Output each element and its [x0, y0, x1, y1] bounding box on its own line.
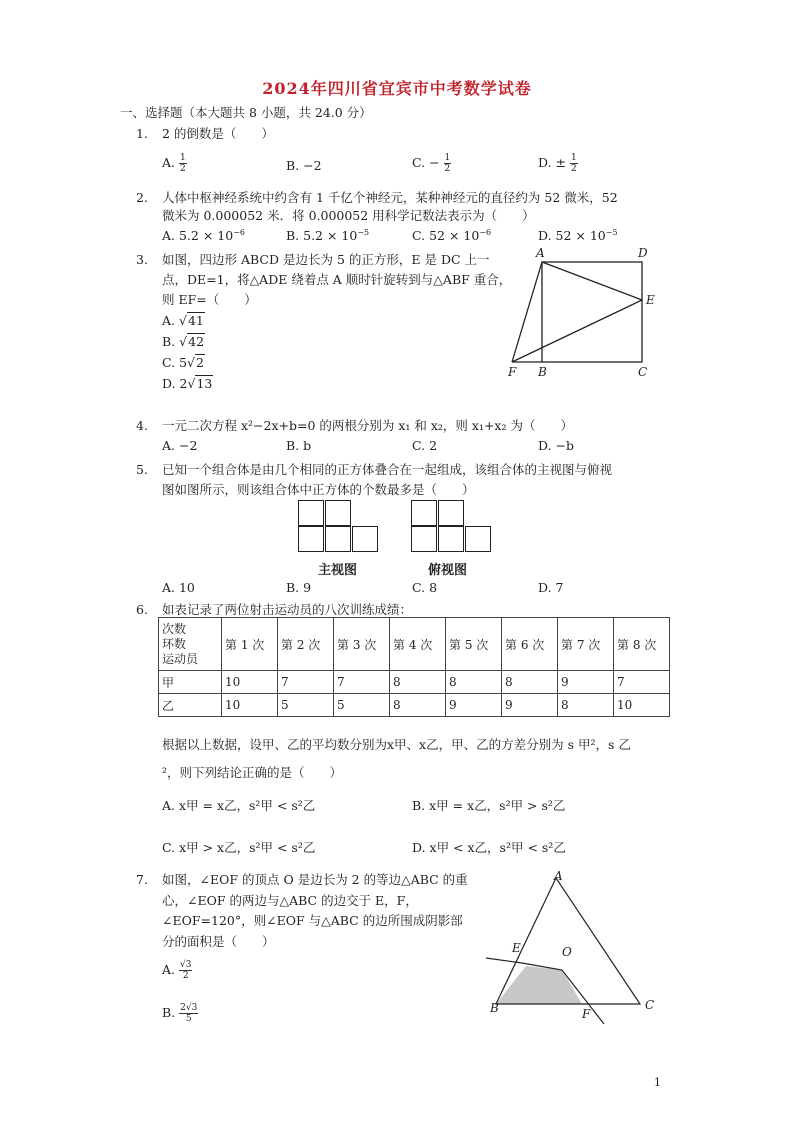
q6-followup-line2: ²，则下列结论正确的是（ ） [162, 765, 343, 780]
q5-stem-line1: 已知一个组合体是由几个相同的正方体叠合在一起组成，该组合体的主视图与俯视 [162, 462, 613, 477]
q7-stem-line2: 心，∠EOF 的两边与△ABC 的边交于 E，F， [162, 893, 418, 908]
table-cell: 8 [502, 671, 558, 694]
q7-label-a: A [554, 869, 563, 883]
q6-intro: 如表记录了两位射击运动员的八次训练成绩： [162, 602, 413, 617]
q5-option-d[interactable]: D. 7 [538, 580, 564, 595]
q3-label-d: D [638, 246, 648, 260]
table-cell: 8 [446, 671, 502, 694]
front-view-label: 主视图 [318, 563, 358, 578]
table-row [159, 671, 670, 694]
q3-label-c: C [638, 365, 648, 379]
q1-number: 1. [136, 126, 148, 141]
top-view-cell [438, 500, 464, 526]
fraction: $\frac{1}{2}$ [570, 153, 577, 174]
table-header-cell: 第 4 次 [390, 618, 446, 671]
q3-stem-line2: 点，DE=1，将△ADE 绕着点 A 顺时针旋转到与△ABF 重合， [162, 272, 512, 287]
page-number: 1 [654, 1076, 661, 1089]
q7-label-o: O [562, 945, 572, 959]
table-cell: 5 [278, 694, 334, 717]
q3-label-e: E [646, 293, 655, 307]
table-cell: 乙 [159, 694, 222, 717]
page-title: 2024年四川省宜宾市中考数学试卷 [262, 79, 532, 98]
q2-option-b[interactable]: B. $5.2 \times 10^{-5}$ [286, 228, 370, 244]
q2-option-d[interactable]: D. $52 \times 10^{-5}$ [538, 228, 618, 244]
table-cell: 9 [502, 694, 558, 717]
table-cell: 10 [222, 671, 278, 694]
q7-option-b[interactable]: B. $\frac{2√3}{5}$ [162, 1003, 198, 1024]
q3-option-c[interactable]: C. 5√2 [162, 355, 204, 370]
front-view-cell [352, 526, 378, 552]
q4-stem: 一元二次方程 x²−2x+b=0 的两根分别为 x₁ 和 x₂，则 x₁+x₂ 为（ ） [162, 418, 573, 433]
q7-stem-line3: ∠EOF=120°，则∠EOF 与△ABC 的边所围成阴影部 [162, 913, 463, 928]
q7-label-c: C [645, 998, 655, 1012]
q6-followup-line1: 根据以上数据，设甲、乙的平均数分别为x甲、x乙，甲、乙的方差分别为 s 甲²，s 乙 [162, 737, 631, 752]
q2-option-a[interactable]: A. $5.2 \times 10^{-6}$ [162, 228, 245, 244]
top-view-cell [465, 526, 491, 552]
q4-option-c[interactable]: C. 2 [412, 438, 438, 453]
table-cell: 7 [614, 671, 670, 694]
q2-number: 2. [136, 190, 148, 205]
q7-label-f: F [582, 1007, 591, 1021]
table-cell: 9 [446, 694, 502, 717]
table-cell: 甲 [159, 671, 222, 694]
q7-stem-line1: 如图，∠EOF 的顶点 O 是边长为 2 的等边△ABC 的重 [162, 872, 468, 887]
table-cell: 8 [390, 694, 446, 717]
q2-option-c[interactable]: C. $52 \times 10^{-6}$ [412, 228, 492, 244]
q1-option-c[interactable]: C. − $\frac{1}{2}$ [412, 153, 451, 174]
q3-stem-line3: 则 EF=（ ） [162, 292, 257, 307]
q4-option-d[interactable]: D. −b [538, 438, 574, 453]
q5-option-c[interactable]: C. 8 [412, 580, 438, 595]
table-cell: 10 [614, 694, 670, 717]
top-view-cell [411, 526, 437, 552]
q3-option-d[interactable]: D. 2√13 [162, 376, 213, 391]
q1-option-d[interactable]: D. ± $\frac{1}{2}$ [538, 153, 577, 174]
q7-stem-line4: 分的面积是（ ） [162, 934, 275, 949]
q6-option-c[interactable]: C. x甲 > x乙，s²甲 < s²乙 [162, 840, 316, 855]
table-header-cell: 第 2 次 [278, 618, 334, 671]
table-row [159, 694, 670, 717]
q3-label-a: A [536, 246, 545, 260]
q1-option-a[interactable]: A. $\frac{1}{2}$ [162, 153, 186, 174]
table-cell: 10 [222, 694, 278, 717]
q5-option-b[interactable]: B. 9 [286, 580, 312, 595]
section-heading: 一、选择题（本大题共 8 小题，共 24.0 分） [120, 105, 372, 120]
q5-option-a[interactable]: A. 10 [162, 580, 195, 595]
q6-option-b[interactable]: B. x甲 = x乙，s²甲 > s²乙 [412, 798, 566, 813]
table-header-row [159, 618, 670, 671]
q6-option-a[interactable]: A. x甲 = x乙，s²甲 < s²乙 [162, 798, 316, 813]
score-table [158, 617, 670, 717]
q5-number: 5. [136, 462, 148, 477]
q5-stem-line2: 图如图所示，则该组合体中正方体的个数最多是（ ） [162, 482, 475, 497]
q2-stem-line2: 微米为 0.000052 米．将 0.000052 用科学记数法表示为（ ） [162, 208, 535, 223]
q7-option-a[interactable]: A. $\frac{√3}{2}$ [162, 960, 192, 981]
q2-stem-line1: 人体中枢神经系统中约含有 1 千亿个神经元，某种神经元的直径约为 52 微米，52 [162, 190, 618, 205]
table-cell: 7 [278, 671, 334, 694]
q4-option-a[interactable]: A. −2 [162, 438, 198, 453]
fraction: $\frac{√3}{2}$ [180, 960, 192, 981]
front-view-cell [298, 526, 324, 552]
q4-number: 4. [136, 418, 148, 433]
table-header-cell: 第 3 次 [334, 618, 390, 671]
q3-stem-line1: 如图，四边形 ABCD 是边长为 5 的正方形，E 是 DC 上一 [162, 252, 490, 267]
top-view-label: 俯视图 [428, 563, 468, 578]
q3-label-f: F [508, 365, 517, 379]
q3-option-a[interactable]: A. √41 [162, 313, 204, 328]
top-view-cell [438, 526, 464, 552]
q4-option-b[interactable]: B. b [286, 438, 312, 453]
table-cell: 9 [558, 671, 614, 694]
table-cell: 7 [334, 671, 390, 694]
q3-square-figure [500, 244, 660, 384]
front-view-cell [298, 500, 324, 526]
table-header-cell: 第 8 次 [614, 618, 670, 671]
fraction: $\frac{2√3}{5}$ [180, 1003, 198, 1024]
q7-label-b: B [490, 1001, 499, 1015]
table-corner-cell: 次数 环数 运动员 [159, 618, 222, 671]
table-header-cell: 第 7 次 [558, 618, 614, 671]
table-cell: 5 [334, 694, 390, 717]
q1-stem: 2 的倒数是（ ） [162, 126, 274, 141]
table-cell: 8 [390, 671, 446, 694]
q7-triangle-figure [478, 866, 668, 1024]
table-header-cell: 第 5 次 [446, 618, 502, 671]
q1-option-b[interactable]: B. −2 [286, 158, 322, 173]
top-view-cell [411, 500, 437, 526]
table-header-cell: 第 1 次 [222, 618, 278, 671]
fraction: $\frac{1}{2}$ [180, 153, 186, 174]
q3-label-b: B [538, 365, 547, 379]
q6-option-d[interactable]: D. x甲 < x乙，s²甲 < s²乙 [412, 840, 566, 855]
q3-option-b[interactable]: B. √42 [162, 334, 205, 349]
fraction: $\frac{1}{2}$ [444, 153, 451, 174]
table-header-cell: 第 6 次 [502, 618, 558, 671]
q7-number: 7. [136, 872, 148, 887]
q3-number: 3. [136, 252, 148, 267]
q6-number: 6. [136, 602, 148, 617]
q7-label-e: E [512, 941, 521, 955]
front-view-cell [325, 500, 351, 526]
front-view-cell [325, 526, 351, 552]
table-cell: 8 [558, 694, 614, 717]
